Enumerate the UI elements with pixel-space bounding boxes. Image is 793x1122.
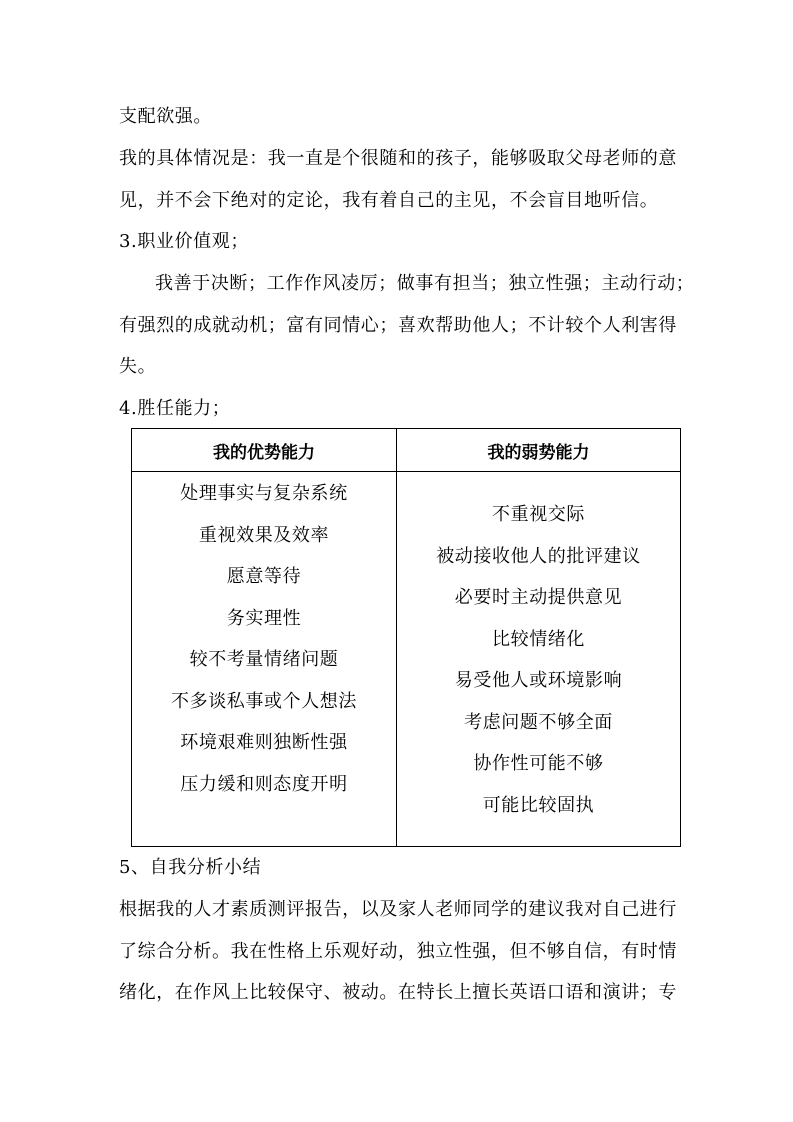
table-header-row <box>132 429 681 472</box>
list-item: 比较情绪化 <box>492 628 585 650</box>
list-item: 处理事实与复杂系统 <box>180 483 348 504</box>
list-item: 重视效果及效率 <box>198 524 330 546</box>
list-item: 不多谈私事或个人想法 <box>171 690 357 712</box>
header-strengths: 我的优势能力 <box>132 429 397 472</box>
section-heading-5: 5、自我分析小结 <box>119 857 262 878</box>
weaknesses-cell <box>397 472 681 847</box>
list-item: 考虑问题不够全面 <box>464 711 613 733</box>
strengths-list <box>132 472 396 805</box>
list-item: 易受他人或环境影响 <box>454 670 623 691</box>
list-item: 协作性可能不够 <box>473 753 604 774</box>
paragraph-line: 我善于决断；工作作风凌厉；做事有担当；独立性强；主动行动； <box>155 273 695 294</box>
paragraph-line: 根据我的人才素质测评报告，以及家人老师同学的建议我对自己进行 <box>119 899 677 920</box>
list-item: 被动接收他人的批评建议 <box>436 545 641 567</box>
ability-table <box>131 428 681 847</box>
list-item: 务实理性 <box>226 607 302 629</box>
paragraph-line: 失。 <box>119 356 157 377</box>
header-weaknesses: 我的弱势能力 <box>397 429 681 472</box>
paragraph-line: 我的具体情况是：我一直是个很随和的孩子，能够吸取父母老师的意 <box>119 148 677 169</box>
paragraph-line: 见，并不会下绝对的定论，我有着自己的主见，不会盲目地听信。 <box>119 190 659 211</box>
table-row <box>132 472 681 847</box>
list-item: 不重视交际 <box>492 504 585 525</box>
list-item: 压力缓和则态度开明 <box>180 773 348 795</box>
paragraph-line: 支配欲强。 <box>119 106 212 127</box>
weaknesses-list <box>397 472 680 826</box>
list-item: 愿意等待 <box>226 566 302 587</box>
paragraph-line: 有强烈的成就动机；富有同情心；喜欢帮助他人；不计较个人利害得 <box>119 315 677 336</box>
section-heading-4: 4.胜任能力； <box>119 398 231 419</box>
list-item: 较不考量情绪问题 <box>189 649 339 670</box>
strengths-cell <box>132 472 397 847</box>
paragraph-line: 了综合分析。我在性格上乐观好动，独立性强，但不够自信，有时情 <box>119 941 677 962</box>
paragraph-line: 绪化，在作风上比较保守、被动。在特长上擅长英语口语和演讲；专 <box>119 982 677 1003</box>
section-heading-3: 3.职业价值观； <box>119 231 249 252</box>
list-item: 必要时主动提供意见 <box>454 587 623 608</box>
list-item: 可能比较固执 <box>482 794 595 816</box>
list-item: 环境艰难则独断性强 <box>180 732 348 753</box>
